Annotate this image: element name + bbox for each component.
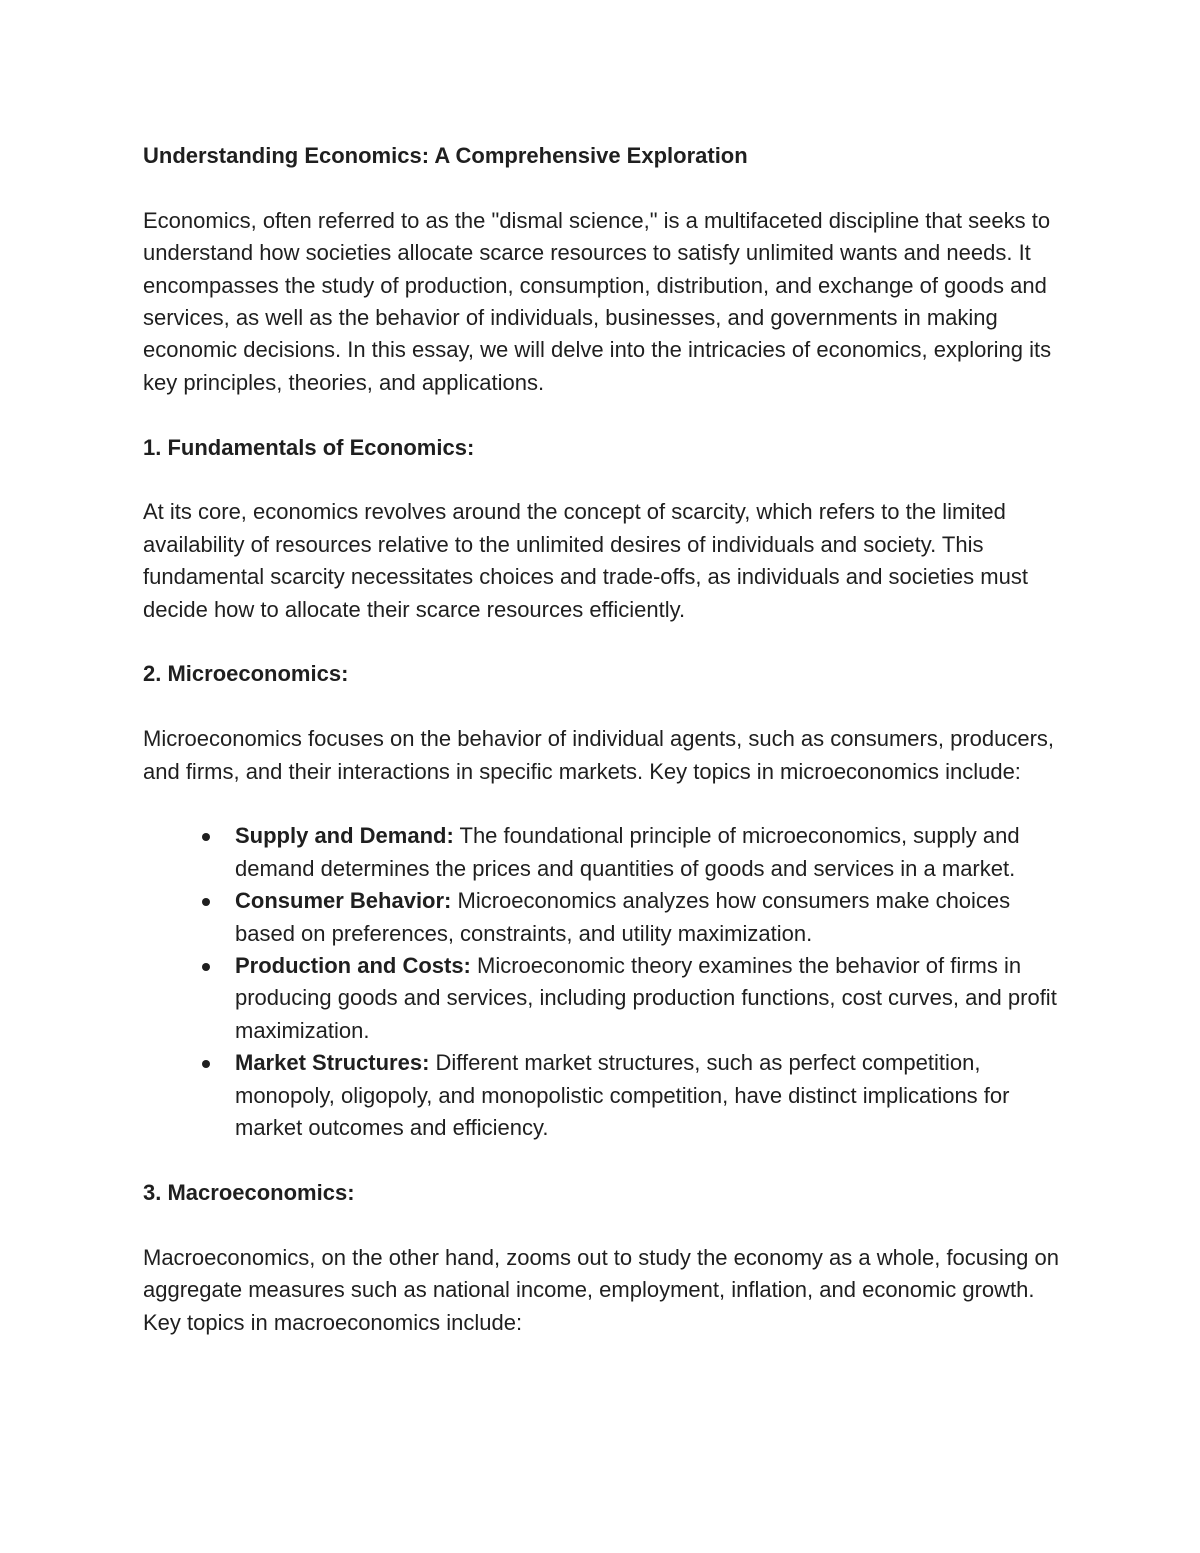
list-item-term: Consumer Behavior: <box>235 888 452 914</box>
list-item <box>235 1047 1063 1144</box>
bullet-icon <box>202 963 210 971</box>
list-item <box>235 885 1063 950</box>
list-item-term: Production and Costs: <box>235 953 471 979</box>
list-item-text: Different market structures, such as perfect competition, monopoly, oligopoly, and monopolistic competition, have distinct implications for market outcomes and efficiency. <box>235 1050 1010 1141</box>
section-3-heading: 3. Macroeconomics: <box>143 1179 355 1205</box>
list-item-text: The foundational principle of microeconomics, supply and demand determines the prices and quantities of goods and services in a market. <box>235 823 1020 881</box>
bullet-icon <box>202 1060 210 1068</box>
bullet-icon <box>202 898 210 906</box>
intro-paragraph: Economics, often referred to as the "dismal science," is a multifaceted discipline that seeks to understand how societies allocate scarce resources to satisfy unlimited wants and needs. It encompasses the study of production, consumption, distribution, and exchange of goods and services, as well as the behavior of individuals, businesses, and governments in making economic decisions. In this essay, we will delve into the intricacies of economics, exploring its key principles, theories, and applications. <box>143 207 1052 395</box>
section-2-heading: 2. Microeconomics: <box>143 661 349 687</box>
document-title: Understanding Economics: A Comprehensive Exploration <box>143 143 748 168</box>
list-item-text: Microeconomic theory examines the behavior of firms in producing goods and services, including production functions, cost curves, and profit maximization. <box>235 953 1057 1043</box>
list-item <box>235 820 1063 885</box>
list-item <box>235 950 1063 1047</box>
bullet-icon <box>202 833 210 841</box>
section-2-paragraph: Microeconomics focuses on the behavior of individual agents, such as consumers, producers, and firms, and their interactions in specific markets. Key topics in microeconomics include: <box>143 726 1055 784</box>
section-3-paragraph: Macroeconomics, on the other hand, zooms out to study the economy as a whole, focusing on aggregate measures such as national income, employment, inflation, and economic growth. Key topics in macroeconomics include: <box>143 1244 1059 1335</box>
section-1-paragraph: At its core, economics revolves around the concept of scarcity, which refers to the limited availability of resources relative to the unlimited desires of individuals and society. This fundamental scarcity necessitates choices and trade-offs, as individuals and societies must decide how to allocate their scarce resources efficiently. <box>143 499 1028 622</box>
list-item-text: Microeconomics analyzes how consumers make choices based on preferences, constraints, and utility maximization. <box>235 888 1011 946</box>
list-item-term: Supply and Demand: <box>235 823 454 849</box>
microeconomics-topic-list <box>143 820 1063 1144</box>
document-content <box>143 140 1063 1339</box>
section-1-heading: 1. Fundamentals of Economics: <box>143 434 475 460</box>
list-item-term: Market Structures: <box>235 1050 430 1076</box>
